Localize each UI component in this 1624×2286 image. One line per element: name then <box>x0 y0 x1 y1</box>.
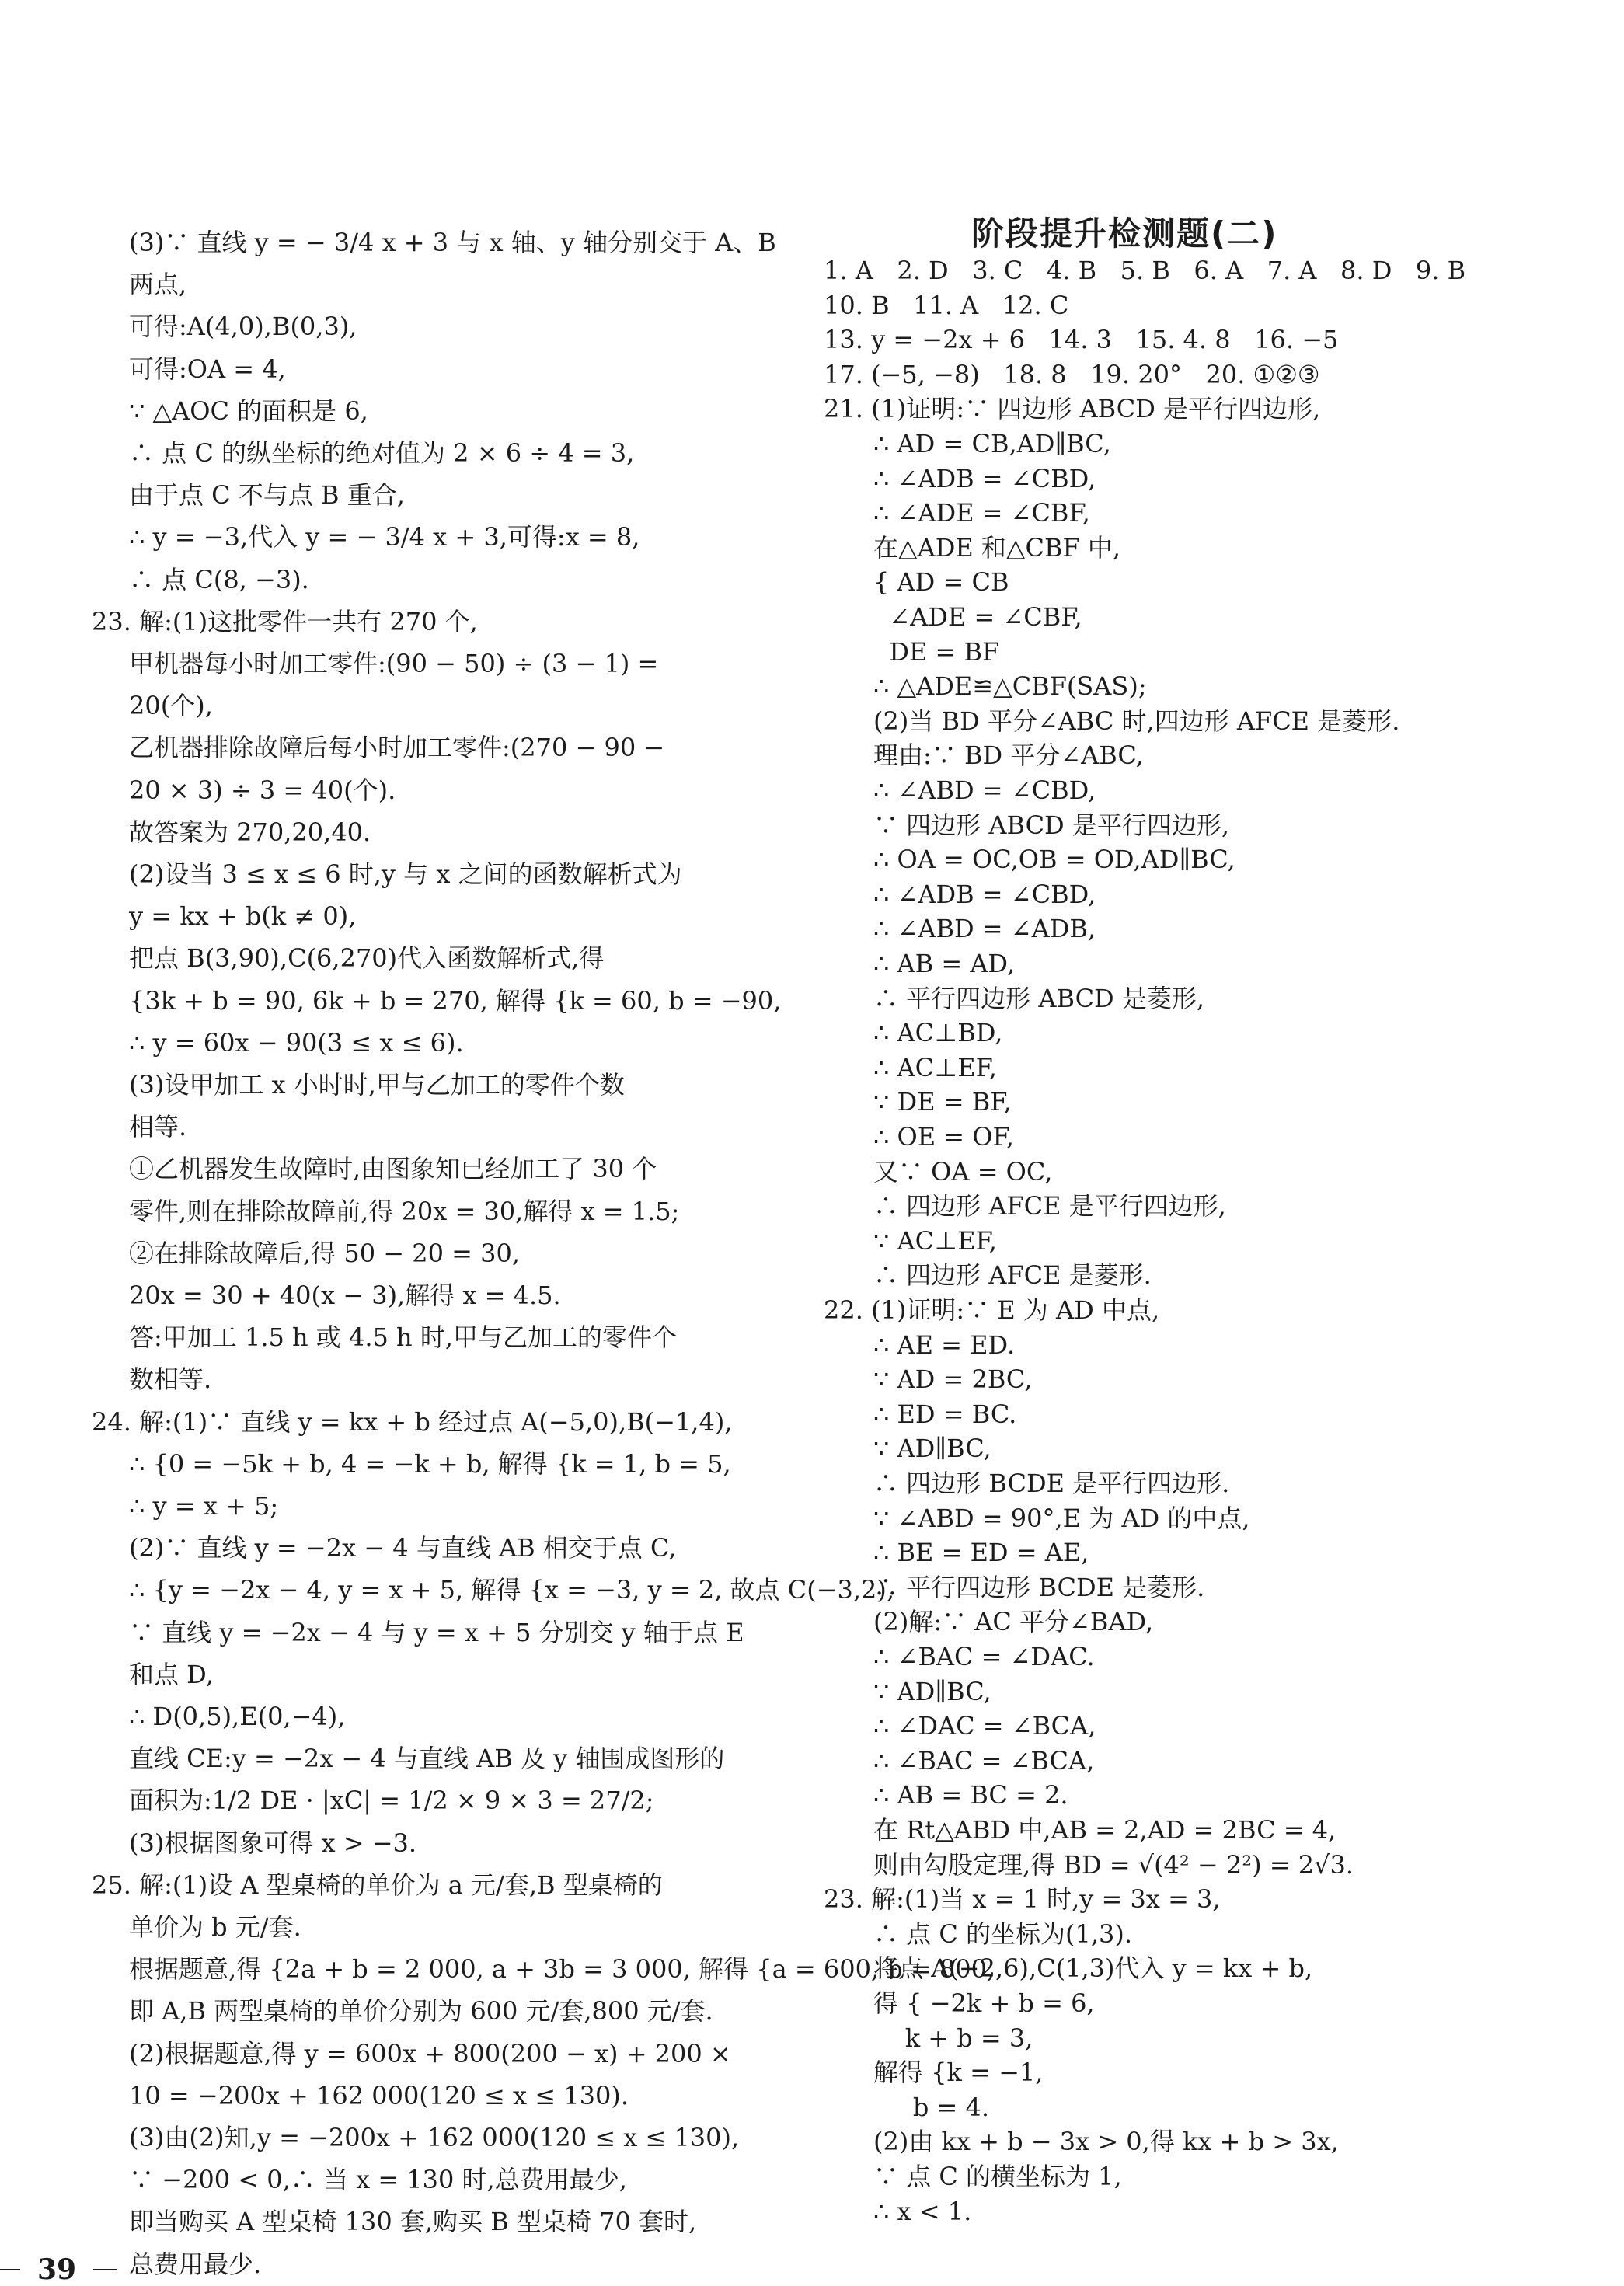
answer-line: 即当购买 A 型桌椅 130 套,购买 B 型桌椅 70 套时, <box>129 2207 697 2237</box>
answer-line: 将点 A(−2,6),C(1,3)代入 y = kx + b, <box>873 1953 1313 1984</box>
answer-line: 相等. <box>129 1112 187 1142</box>
answer-line: 甲机器每小时加工零件:(90 − 50) ÷ (3 − 1) = <box>129 649 659 678</box>
answer-line: ∴ y = 60x − 90(3 ≤ x ≤ 6). <box>129 1027 464 1058</box>
answer-line: 又∵ OA = OC, <box>873 1156 1053 1187</box>
answer-line: DE = BF <box>873 636 1000 667</box>
answer-line: (3)∵ 直线 y = − 3/4 x + 3 与 x 轴、y 轴分别交于 A、B <box>129 228 776 257</box>
footer-rule-left <box>0 2269 20 2270</box>
answer-line: ∴ ∠ADB = ∠CBD, <box>873 463 1096 493</box>
answer-line: 和点 D, <box>129 1659 214 1689</box>
answer-line: ∵ △AOC 的面积是 6, <box>129 396 368 426</box>
answer-line: ∴ 四边形 BCDE 是平行四边形. <box>873 1469 1230 1498</box>
answer-line: 23. 解:(1)这批零件一共有 270 个, <box>92 606 478 636</box>
answer-line: 面积为:1/2 DE · |xC| = 1/2 × 9 × 3 = 27/2; <box>129 1786 654 1816</box>
answer-line: ∴ ∠ABD = ∠CBD, <box>873 775 1096 805</box>
answer-line: 在 Rt△ABD 中,AB = 2,AD = 2BC = 4, <box>873 1815 1336 1845</box>
answer-line: ∴ △ADE≌△CBF(SAS); <box>873 671 1147 702</box>
answer-line: { AD = CB <box>873 567 1009 598</box>
answer-line: (2)设当 3 ≤ x ≤ 6 时,y 与 x 之间的函数解析式为 <box>129 859 682 889</box>
answer-line: ∵ 四边形 ABCD 是平行四边形, <box>873 810 1230 840</box>
answer-line: ∴ ∠ADE = ∠CBF, <box>873 498 1090 528</box>
answer-line: y = kx + b(k ≠ 0), <box>129 901 357 932</box>
answer-line: 得 { −2k + b = 6, <box>873 1988 1095 2018</box>
answer-line: ∴ AB = AD, <box>873 949 1016 978</box>
page-number: 39 <box>37 2253 77 2286</box>
answer-line: ∴ 点 C(8, −3). <box>129 564 309 594</box>
answer-line: ∴ AB = BC = 2. <box>873 1780 1068 1810</box>
answer-line: 10. B 11. A 12. C <box>824 290 1069 320</box>
answer-line: 直线 CE:y = −2x − 4 与直线 AB 及 y 轴围成图形的 <box>129 1744 725 1774</box>
answer-line: ∴ OA = OC,OB = OD,AD∥BC, <box>873 845 1235 875</box>
answer-line: 1. A 2. D 3. C 4. B 5. B 6. A 7. A 8. D 9. B <box>824 256 1466 285</box>
answer-line: ∴ 四边形 AFCE 是平行四边形, <box>873 1191 1226 1221</box>
answer-line: 数相等. <box>129 1364 212 1395</box>
answer-line: (2)解:∵ AC 平分∠BAD, <box>873 1607 1154 1637</box>
answer-line: 20(个), <box>129 691 213 721</box>
answer-line: 23. 解:(1)当 x = 1 时,y = 3x = 3, <box>824 1884 1221 1915</box>
answer-line: ∴ OE = OF, <box>873 1122 1014 1152</box>
answer-line: 可得:OA = 4, <box>129 354 286 384</box>
answer-line: ∴ x < 1. <box>873 2196 972 2226</box>
answer-line: {3k + b = 90, 6k + b = 270, 解得 {k = 60, b = −90, <box>129 985 782 1016</box>
answer-line: (3)设甲加工 x 小时时,甲与乙加工的零件个数 <box>129 1070 625 1099</box>
answer-line: 即 A,B 两型桌椅的单价分别为 600 元/套,800 元/套. <box>129 1996 713 2026</box>
answer-line: 根据题意,得 {2a + b = 2 000, a + 3b = 3 000, 解得 {a = 600, b = 800, <box>129 1954 995 1985</box>
answer-line: 把点 B(3,90),C(6,270)代入函数解析式,得 <box>129 943 605 974</box>
answer-line: (2)∵ 直线 y = −2x − 4 与直线 AB 相交于点 C, <box>129 1533 677 1563</box>
answer-line: ∴ ∠ABD = ∠ADB, <box>873 914 1096 944</box>
answer-line: 22. (1)证明:∵ E 为 AD 中点, <box>824 1295 1160 1325</box>
answer-line: 20 × 3) ÷ 3 = 40(个). <box>129 775 396 805</box>
answer-line: 两点, <box>129 270 187 300</box>
answer-line: ∴ ∠DAC = ∠BCA, <box>873 1711 1096 1741</box>
answer-line: 零件,则在排除故障前,得 20x = 30,解得 x = 1.5; <box>129 1196 680 1226</box>
answer-line: ∴ D(0,5),E(0,−4), <box>129 1702 346 1731</box>
answer-line: ∵ AD = 2BC, <box>873 1364 1033 1395</box>
answer-line: ∴ AD = CB,AD∥BC, <box>873 429 1111 458</box>
answer-line: ∵ 直线 y = −2x − 4 与 y = x + 5 分别交 y 轴于点 E <box>129 1617 744 1647</box>
answer-line: ②在排除故障后,得 50 − 20 = 30, <box>129 1238 520 1268</box>
answer-line: ∴ AC⊥BD, <box>873 1018 1003 1048</box>
answer-line: ∴ AE = ED. <box>873 1329 1016 1360</box>
answer-line: 由于点 C 不与点 B 重合, <box>129 480 405 511</box>
answer-line: 理由:∵ BD 平分∠ABC, <box>873 741 1144 771</box>
answer-line: ∴ {0 = −5k + b, 4 = −k + b, 解得 {k = 1, b = 5, <box>129 1448 731 1479</box>
answer-line: b = 4. <box>873 2092 990 2122</box>
answer-line: 25. 解:(1)设 A 型桌椅的单价为 a 元/套,B 型桌椅的 <box>92 1870 663 1900</box>
answer-line: (3)由(2)知,y = −200x + 162 000(120 ≤ x ≤ 130), <box>129 2123 740 2152</box>
answer-line: ∵ AD∥BC, <box>873 1434 991 1464</box>
answer-line: ∵ AC⊥EF, <box>873 1225 997 1256</box>
answer-line: 乙机器排除故障后每小时加工零件:(270 − 90 − <box>129 733 665 763</box>
answer-line: (2)由 kx + b − 3x > 0,得 kx + b > 3x, <box>873 2127 1339 2157</box>
answer-line: 总费用最少. <box>129 2249 262 2279</box>
answer-line: 则由勾股定理,得 BD = √(4² − 2²) = 2√3. <box>873 1849 1354 1880</box>
answer-line: ∴ BE = ED = AE, <box>873 1538 1089 1568</box>
answer-line: ∴ ∠BAC = ∠BCA, <box>873 1745 1095 1775</box>
answer-line: ∴ {y = −2x − 4, y = x + 5, 解得 {x = −3, y = 2, 故点 C(−3,2), <box>129 1575 895 1605</box>
answer-line: ∴ 平行四边形 BCDE 是菱形. <box>873 1572 1205 1602</box>
answer-line: ∴ 四边形 AFCE 是菱形. <box>873 1260 1152 1291</box>
answer-line: 可得:A(4,0),B(0,3), <box>129 312 357 342</box>
answer-line: 17. (−5, −8) 18. 8 19. 20° 20. ①②③ <box>824 359 1320 389</box>
answer-line: ∴ ∠ADB = ∠CBD, <box>873 879 1096 909</box>
answer-line: ∴ ED = BC. <box>873 1399 1017 1429</box>
answer-line: ∵ −200 < 0,∴ 当 x = 130 时,总费用最少, <box>129 2165 627 2195</box>
answer-line: ∵ AD∥BC, <box>873 1676 991 1706</box>
answer-line: ∴ ∠BAC = ∠DAC. <box>873 1642 1095 1671</box>
answer-line: 13. y = −2x + 6 14. 3 15. 4. 8 16. −5 <box>824 325 1339 355</box>
answer-line: 24. 解:(1)∵ 直线 y = kx + b 经过点 A(−5,0),B(−1,4), <box>92 1406 733 1437</box>
answer-line: ∴ 点 C 的纵坐标的绝对值为 2 × 6 ÷ 4 = 3, <box>129 438 635 468</box>
answer-line: ∴ 点 C 的坐标为(1,3). <box>873 1918 1133 1949</box>
answer-line: ∴ AC⊥EF, <box>873 1052 997 1082</box>
answer-line: (2)根据题意,得 y = 600x + 800(200 − x) + 200 × <box>129 2038 731 2068</box>
answer-line: ∵ 点 C 的横坐标为 1, <box>873 2162 1122 2191</box>
answer-line: k + b = 3, <box>873 2023 1033 2053</box>
footer-rule-right <box>93 2269 117 2270</box>
answer-line: 20x = 30 + 40(x − 3),解得 x = 4.5. <box>129 1281 561 1310</box>
answer-line: ∵ ∠ABD = 90°,E 为 AD 的中点, <box>873 1503 1250 1533</box>
answer-line: 10 = −200x + 162 000(120 ≤ x ≤ 130). <box>129 2080 629 2110</box>
answer-line: ∵ DE = BF, <box>873 1087 1012 1117</box>
answer-line: 答:甲加工 1.5 h 或 4.5 h 时,甲与乙加工的零件个 <box>129 1322 677 1353</box>
answer-line: 在△ADE 和△CBF 中, <box>873 532 1121 563</box>
answer-line: 单价为 b 元/套. <box>129 1912 301 1942</box>
answer-line: ∴ y = −3,代入 y = − 3/4 x + 3,可得:x = 8, <box>129 522 640 552</box>
answer-line: ∴ 平行四边形 ABCD 是菱形, <box>873 983 1205 1013</box>
section-title: 阶段提升检测题(二) <box>971 214 1278 253</box>
answer-line: 21. (1)证明:∵ 四边形 ABCD 是平行四边形, <box>824 394 1321 424</box>
answer-line: 解得 {k = −1, <box>873 2058 1044 2088</box>
answer-line: ∠ADE = ∠CBF, <box>873 602 1082 632</box>
answer-line: ①乙机器发生故障时,由图象知已经加工了 30 个 <box>129 1154 657 1184</box>
answer-line: (2)当 BD 平分∠ABC 时,四边形 AFCE 是菱形. <box>873 706 1400 736</box>
answer-line: 故答案为 270,20,40. <box>129 817 371 847</box>
answer-line: (3)根据图象可得 x > −3. <box>129 1828 417 1858</box>
answer-line: ∴ y = x + 5; <box>129 1491 279 1521</box>
